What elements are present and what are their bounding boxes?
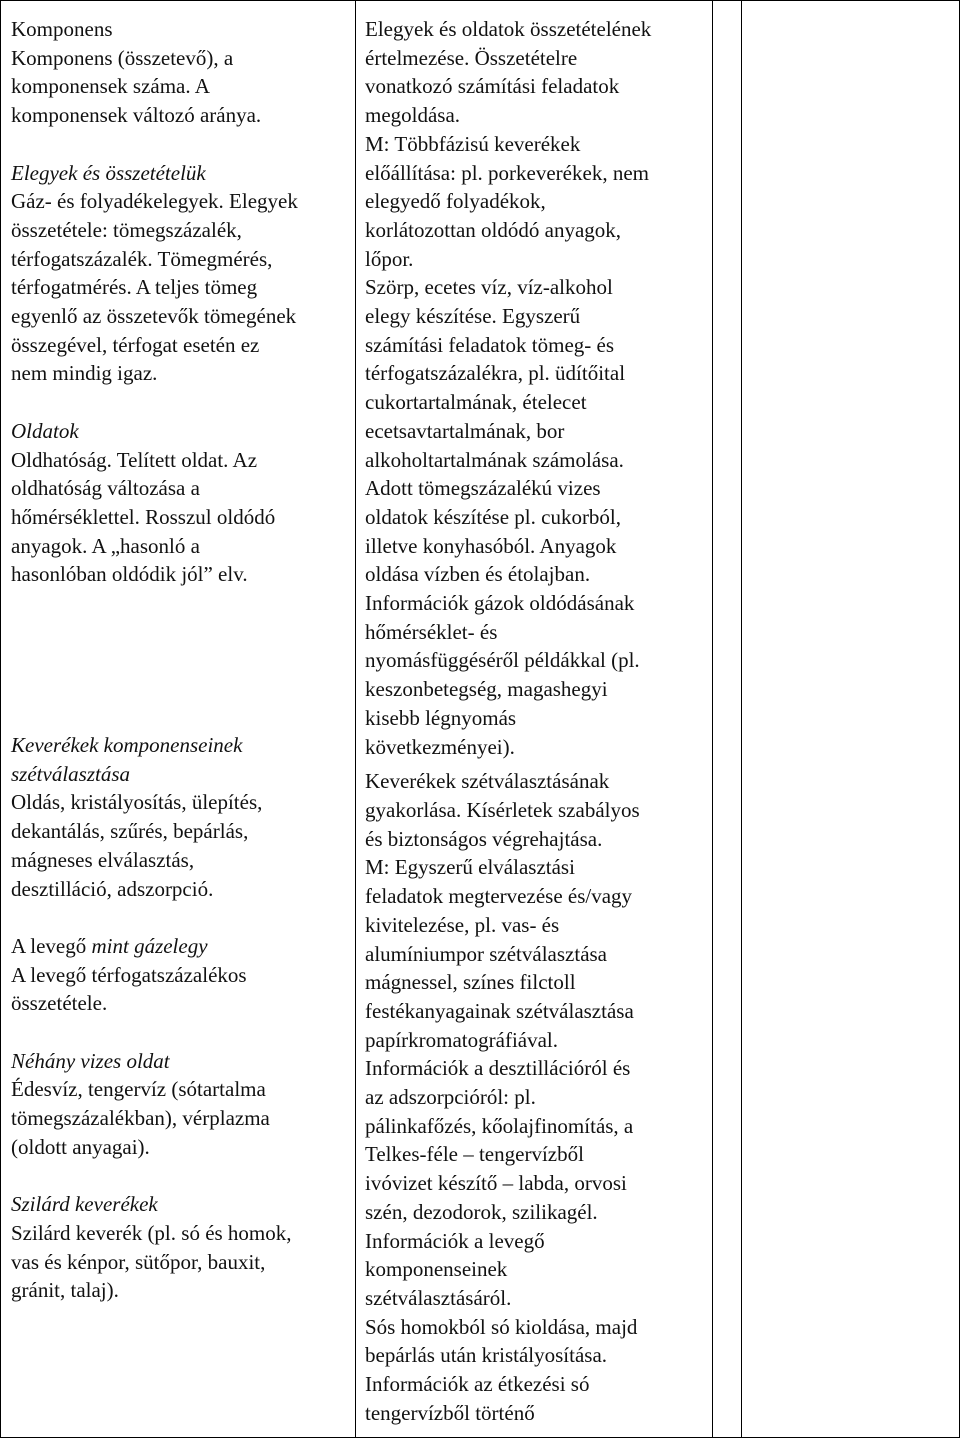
text-line: anyagok. A „hasonló a: [11, 533, 200, 558]
text-line: nem mindig igaz.: [11, 361, 158, 386]
text-line: számítási feladatok tömeg- és: [365, 332, 614, 357]
text-line: következményei).: [365, 734, 515, 759]
text-line: kisebb légnyomás: [365, 705, 517, 730]
text-line: korlátozottan oldódó anyagok,: [365, 217, 622, 242]
text-line: Oldhatóság. Telített oldat. Az: [11, 447, 258, 472]
text-line: komponensek változó aránya.: [11, 103, 262, 128]
text-line: gránit, talaj).: [11, 1278, 119, 1303]
text-line: desztilláció, adszorpció.: [11, 876, 214, 901]
text-line: elegyedő folyadékok,: [365, 189, 546, 214]
text-line: Oldás, kristályosítás, ülepítés,: [11, 790, 263, 815]
text-line: oldhatóság változása a: [11, 476, 200, 501]
narrow-empty-column: [713, 1, 742, 1437]
text-line: térfogatszázalék. Tömegmérés,: [11, 246, 273, 271]
text-line: pálinkafőzés, kőolajfinomítás, a: [365, 1113, 634, 1138]
text-line: mágnessel, színes filctoll: [365, 970, 576, 995]
text-line: Adott tömegszázalékú vizes: [365, 476, 601, 501]
aqueous-text: [11, 1075, 345, 1161]
text-line: Szilárd keverék (pl. só és homok,: [11, 1220, 292, 1245]
text-line: Információk az étkezési só: [365, 1372, 590, 1397]
text-line: Komponens (összetevő), a: [11, 45, 234, 70]
text-line: oldatok készítése pl. cukorból,: [365, 504, 622, 529]
content-column: [1, 1, 356, 1437]
text-line: Sós homokból só kioldása, majd: [365, 1314, 638, 1339]
text-line: Keverékek szétválasztásának: [365, 769, 610, 794]
text-line: összetétele.: [11, 991, 108, 1016]
text-line: alkoholtartalmának számolása.: [365, 447, 624, 472]
text-line: mágneses elválasztás,: [11, 847, 195, 872]
text-line: gyakorlása. Kísérletek szabályos: [365, 797, 640, 822]
text-line: keszonbetegség, magashegyi: [365, 677, 608, 702]
text-line: és biztonságos végrehajtása.: [365, 826, 603, 851]
text-line: Információk a desztillációról és: [365, 1056, 631, 1081]
section-heading-solid: Szilárd keverékek: [11, 1192, 158, 1217]
text-line: illetve konyhasóból. Anyagok: [365, 533, 617, 558]
text-line: ecetsavtartalmának, bor: [365, 418, 565, 443]
section-heading-aqueous: Néhány vizes oldat: [11, 1048, 170, 1073]
text-line: összetétele: tömegszázalék,: [11, 217, 242, 242]
air-heading-plain: A levegő: [11, 933, 92, 958]
solid-text: [11, 1219, 345, 1305]
text-line: ivóvizet készítő – labda, orvosi: [365, 1171, 627, 1196]
section-heading-components: Komponens: [11, 17, 113, 41]
text-line: Telkes-féle – tengervízből: [365, 1142, 584, 1167]
text-line: szén, dezodorok, szilikagél.: [365, 1199, 598, 1224]
text-line: Elegyek és oldatok összetételének: [365, 17, 652, 41]
text-line: Információk a levegő: [365, 1228, 545, 1253]
text-line: oldása vízben és étolajban.: [365, 562, 591, 587]
text-line: értelmezése. Összetételre: [365, 45, 578, 70]
text-line: elegy készítése. Egyszerű: [365, 304, 581, 329]
activities-column: [356, 1, 713, 1437]
separation-text: [11, 788, 345, 903]
text-line: bepárlás után kristályosítása.: [365, 1343, 608, 1368]
text-line: szétválasztása: [11, 761, 131, 786]
text-line: cukortartalmának, ételecet: [365, 390, 587, 415]
text-line: Gáz- és folyadékelegyek. Elegyek: [11, 189, 298, 214]
text-line: szétválasztásáról.: [365, 1285, 512, 1310]
section-heading-solutions: Oldatok: [11, 418, 79, 443]
text-line: A levegő térfogatszázalékos: [11, 962, 247, 987]
text-line: Információk gázok oldódásának: [365, 591, 635, 616]
text-line: feladatok megtervezése és/vagy: [365, 884, 633, 909]
text-line: tengervízből történő: [365, 1400, 535, 1425]
activities-block-1: [365, 15, 702, 761]
activities-block-2: [365, 767, 702, 1427]
text-line: térfogatmérés. A teljes tömeg: [11, 275, 258, 300]
text-line: hőmérséklet- és: [365, 619, 498, 644]
text-line: hőmérséklettel. Rosszul oldódó: [11, 504, 276, 529]
solutions-text: [11, 446, 345, 590]
text-line: hasonlóban oldódik jól” elv.: [11, 562, 248, 587]
text-line: komponensek száma. A: [11, 74, 210, 99]
air-text: [11, 961, 345, 1018]
text-line: alumíniumpor szétválasztása: [365, 941, 608, 966]
text-line: térfogatszázalékra, pl. üdítőital: [365, 361, 626, 386]
text-line: dekantálás, szűrés, bepárlás,: [11, 819, 249, 844]
section-heading-air: [11, 932, 345, 961]
text-line: Szörp, ecetes víz, víz-alkohol: [365, 275, 613, 300]
text-line: lőpor.: [365, 246, 414, 271]
text-line: vonatkozó számítási feladatok: [365, 74, 620, 99]
text-line: tömegszázalékban), vérplazma: [11, 1106, 270, 1131]
text-line: festékanyagainak szétválasztása: [365, 998, 634, 1023]
text-line: megoldása.: [365, 103, 461, 128]
text-line: Keverékek komponenseinek: [11, 733, 243, 758]
text-line: kivitelezése, pl. vas- és: [365, 912, 560, 937]
text-line: M: Egyszerű elválasztási: [365, 855, 575, 880]
air-heading-italic: mint gázelegy: [91, 933, 208, 958]
mixtures-text: [11, 187, 345, 388]
text-line: összegével, térfogat esetén ez: [11, 332, 260, 357]
components-text: [11, 44, 345, 130]
text-line: az adszorpcióról: pl.: [365, 1085, 536, 1110]
text-line: komponenseinek: [365, 1257, 508, 1282]
empty-column: [742, 1, 959, 1437]
text-line: vas és kénpor, sütőpor, bauxit,: [11, 1249, 266, 1274]
text-line: nyomásfüggéséről példákkal (pl.: [365, 648, 640, 673]
text-line: (oldott anyagai).: [11, 1134, 150, 1159]
section-heading-separation: [11, 731, 345, 788]
text-line: Édesvíz, tengervíz (sótartalma: [11, 1077, 266, 1102]
text-line: M: Többfázisú keverékek: [365, 131, 581, 156]
text-line: papírkromatográfiával.: [365, 1027, 558, 1052]
section-heading-mixtures: Elegyek és összetételük: [11, 160, 206, 185]
text-line: előállítása: pl. porkeverékek, nem: [365, 160, 649, 185]
text-line: egyenlő az összetevők tömegének: [11, 304, 297, 329]
